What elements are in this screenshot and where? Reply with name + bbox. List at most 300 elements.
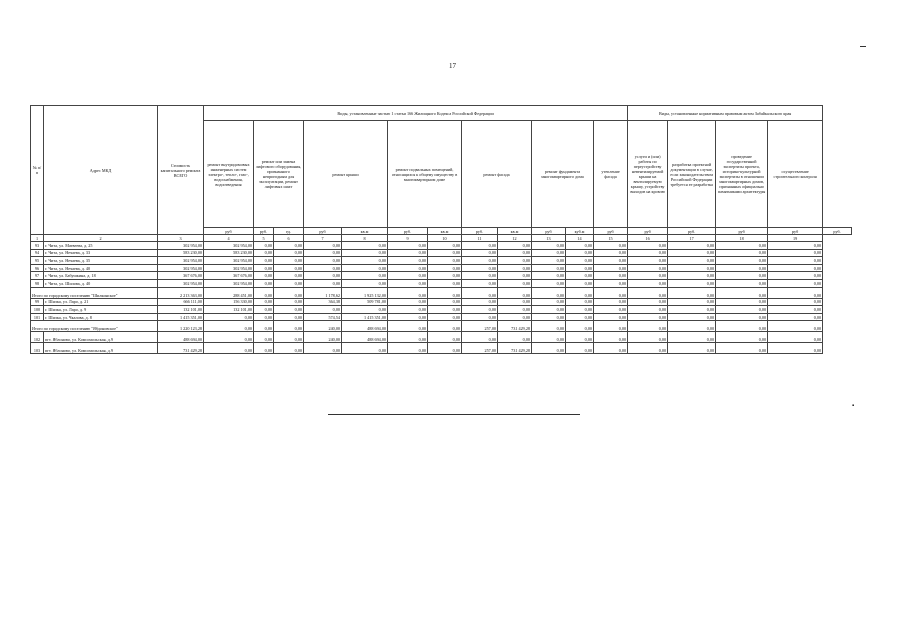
value-cell: 0,00 [498, 332, 532, 343]
value-cell: 0,00 [628, 264, 668, 272]
value-cell: 0,00 [304, 306, 342, 314]
column-number-cell: 19 [768, 235, 823, 242]
value-cell: 0,00 [768, 298, 823, 306]
value-cell: 0,00 [254, 343, 274, 354]
subtotal-row [31, 287, 852, 298]
value-cell: 0,00 [428, 298, 462, 306]
value-cell: 0,00 [628, 321, 668, 332]
row-number: 102 [31, 332, 44, 343]
w-control-header: осуществление строительного контроля [768, 121, 823, 228]
value-cell: 0,00 [342, 264, 388, 272]
w-basement-header: ремонт подвальных помещений, относящихся к общему имуществу в многоквартирном доме [388, 121, 462, 228]
value-cell: 0,00 [204, 332, 254, 343]
value-cell: 0,00 [498, 298, 532, 306]
value-cell: 0,00 [768, 306, 823, 314]
value-cell: 731 429,28 [498, 343, 532, 354]
value-cell: 0,00 [668, 298, 716, 306]
value-cell: 0,00 [716, 298, 768, 306]
value-cell: 0,00 [388, 306, 428, 314]
value-cell: 0,00 [532, 242, 566, 250]
value-cell: 0,00 [532, 313, 566, 321]
row-address: пгт. Яблоново, ул. Комсомольская, д.9 [44, 332, 158, 343]
value-cell: 0,00 [204, 321, 254, 332]
row-address: г. Чита, ул. Шилова, д. 40 [44, 279, 158, 287]
w-elevator-header: ремонт или замена лифтового оборудования, признанного непригодным для эксплуатации, ремонт лифтовых шахт [254, 121, 304, 228]
unit-cell: руб [304, 228, 342, 235]
col-num-header: № п/п [31, 106, 44, 235]
value-cell: 0,00 [462, 242, 498, 250]
value-cell: 0,00 [498, 257, 532, 265]
value-cell: 583 230,00 [204, 249, 254, 257]
value-cell: 0,00 [304, 272, 342, 280]
value-cell: 583 230,00 [158, 249, 204, 257]
unit-cell: руб [594, 228, 628, 235]
group-federal-header: Виды, установленные частью 1 статьи 166 Жилищного Кодекса Российской Федерации [204, 106, 628, 121]
value-cell: 0,00 [388, 298, 428, 306]
value-cell: 0,00 [498, 272, 532, 280]
bottom-separator-line [328, 414, 580, 415]
value-cell: 0,00 [342, 343, 388, 354]
value-cell: 0,00 [566, 343, 594, 354]
table-body [31, 242, 852, 354]
row-number: 97 [31, 272, 44, 280]
unit-cell: ед. [274, 228, 304, 235]
table-row [31, 242, 852, 250]
value-cell: 0,00 [532, 321, 566, 332]
value-cell: 0,00 [462, 264, 498, 272]
value-cell: 0,00 [628, 343, 668, 354]
table-row [31, 306, 852, 314]
value-cell: 0,00 [668, 264, 716, 272]
value-cell: 0,00 [532, 279, 566, 287]
value-cell: 0,00 [668, 242, 716, 250]
row-number: 95 [31, 257, 44, 265]
value-cell: 0,00 [716, 257, 768, 265]
column-number-cell: 5 [254, 235, 274, 242]
column-number-cell: 7 [304, 235, 342, 242]
value-cell: 0,00 [274, 332, 304, 343]
value-cell: 0,00 [274, 249, 304, 257]
value-cell: 0,00 [274, 264, 304, 272]
unit-cell: руб. [388, 228, 428, 235]
row-number: 101 [31, 313, 44, 321]
w-facade-header: ремонт фасада [462, 121, 532, 228]
value-cell: 0,00 [388, 287, 428, 298]
value-cell: 0,00 [254, 313, 274, 321]
page-number: 17 [449, 62, 456, 70]
column-number-cell: 16 [628, 235, 668, 242]
row-address: г. Шилка, ул. Ларо, д. 21 [44, 298, 158, 306]
value-cell: 0,00 [462, 332, 498, 343]
row-number: 96 [31, 264, 44, 272]
value-cell: 0,00 [594, 264, 628, 272]
row-number: 93 [31, 242, 44, 250]
value-cell: 0,00 [716, 332, 768, 343]
column-number-cell: 17 [668, 235, 716, 242]
value-cell: 0,00 [716, 287, 768, 298]
w-design-header: разработка проектной документации в случае, если законодательством Российской Федерации требуется ее разработка [668, 121, 716, 228]
value-cell: 0,00 [388, 343, 428, 354]
value-cell: 0,00 [462, 298, 498, 306]
value-cell: 156 330,00 [204, 298, 254, 306]
value-cell: 257,00 [462, 343, 498, 354]
value-cell: 240,00 [304, 321, 342, 332]
value-cell: 0,00 [388, 332, 428, 343]
value-cell: 0,00 [532, 249, 566, 257]
row-address: г. Шилка, ул. Чкалова, д. 8 [44, 313, 158, 321]
w-meters-header: услуги и (или) работы по переустройству невентилируемой крыши на вентилируемую крышу, устройству выходов на кровлю [628, 121, 668, 228]
top-right-dash [860, 46, 866, 47]
column-number-cell: 10 [428, 235, 462, 242]
value-cell: 0,00 [628, 242, 668, 250]
unit-cell: руб. [254, 228, 274, 235]
group-regional-header: Виды, установленные нормативным правовым актом Забайкальского края [628, 106, 823, 121]
value-cell: 0,00 [594, 272, 628, 280]
value-cell: 0,00 [628, 272, 668, 280]
column-number-cell: 11 [462, 235, 498, 242]
value-cell: 0,00 [594, 257, 628, 265]
column-number-cell: 13 [532, 235, 566, 242]
value-cell: 0,00 [628, 257, 668, 265]
value-cell: 0,00 [532, 306, 566, 314]
subtotal-row [31, 321, 852, 332]
unit-cell: кв.м [342, 228, 388, 235]
row-number: 99 [31, 298, 44, 306]
value-cell: 0,00 [628, 287, 668, 298]
value-cell: 364,38 [304, 298, 342, 306]
value-cell: 0,00 [716, 313, 768, 321]
column-number-cell: 8 [342, 235, 388, 242]
value-cell: 0,00 [462, 287, 498, 298]
value-cell: 0,00 [254, 264, 274, 272]
value-cell: 0,00 [342, 242, 388, 250]
value-cell: 0,00 [274, 298, 304, 306]
value-cell: 0,00 [462, 279, 498, 287]
value-cell: 0,00 [428, 249, 462, 257]
value-cell: 0,00 [428, 272, 462, 280]
value-cell: 1 415 351,00 [158, 313, 204, 321]
value-cell: 0,00 [388, 242, 428, 250]
value-cell: 0,00 [428, 343, 462, 354]
value-cell: 0,00 [594, 321, 628, 332]
value-cell: 0,00 [304, 257, 342, 265]
value-cell: 0,00 [668, 279, 716, 287]
value-cell: 0,00 [566, 279, 594, 287]
value-cell: 0,00 [716, 249, 768, 257]
value-cell: 0,00 [668, 257, 716, 265]
value-cell: 0,00 [388, 279, 428, 287]
value-cell: 0,00 [498, 306, 532, 314]
value-cell: 0,00 [628, 249, 668, 257]
value-cell: 0,00 [304, 343, 342, 354]
value-cell: 0,00 [594, 332, 628, 343]
value-cell: 0,00 [668, 306, 716, 314]
table-row [31, 272, 852, 280]
column-number-cell: 12 [498, 235, 532, 242]
row-number: 100 [31, 306, 44, 314]
value-cell: 0,00 [566, 332, 594, 343]
unit-cell: куб.м [566, 228, 594, 235]
value-cell: 302 954,00 [158, 279, 204, 287]
repair-table [30, 105, 852, 354]
value-cell: 0,00 [566, 264, 594, 272]
value-cell: 0,00 [428, 321, 462, 332]
value-cell: 240,00 [304, 332, 342, 343]
col-cost-header: Стоимость капитального ремонта ВСЕГО [158, 106, 204, 235]
value-cell: 0,00 [342, 306, 388, 314]
value-cell: 0,00 [274, 306, 304, 314]
value-cell: 0,00 [342, 257, 388, 265]
value-cell: 0,00 [594, 249, 628, 257]
value-cell: 0,00 [566, 272, 594, 280]
value-cell: 0,00 [304, 242, 342, 250]
value-cell: 0,00 [768, 242, 823, 250]
value-cell: 0,00 [566, 321, 594, 332]
value-cell: 132 101,00 [158, 306, 204, 314]
row-address: пгт. Яблоново, ул. Комсомольская, д.9 [44, 343, 158, 354]
value-cell: 0,00 [716, 272, 768, 280]
value-cell: 0,00 [254, 332, 274, 343]
value-cell: 0,00 [342, 279, 388, 287]
value-cell: 302 954,00 [204, 242, 254, 250]
value-cell: 0,00 [388, 264, 428, 272]
table-row [31, 298, 852, 306]
value-cell: 0,00 [274, 257, 304, 265]
value-cell: 0,00 [428, 287, 462, 298]
value-cell: 0,00 [566, 306, 594, 314]
unit-cell: руб. [462, 228, 498, 235]
value-cell: 0,00 [768, 249, 823, 257]
value-cell: 132 101,00 [204, 306, 254, 314]
unit-cell: руб [716, 228, 768, 235]
column-number-cell: 18 [716, 235, 768, 242]
value-cell: 0,00 [498, 249, 532, 257]
value-cell: 0,00 [768, 321, 823, 332]
value-cell: 0,00 [566, 287, 594, 298]
value-cell: 367 676,00 [204, 272, 254, 280]
column-number-cell: 15 [594, 235, 628, 242]
value-cell: 0,00 [768, 313, 823, 321]
value-cell: 0,00 [388, 272, 428, 280]
value-cell: 0,00 [768, 272, 823, 280]
value-cell: 0,00 [768, 279, 823, 287]
value-cell: 0,00 [462, 313, 498, 321]
value-cell: 0,00 [254, 242, 274, 250]
value-cell: 0,00 [254, 287, 274, 298]
value-cell: 0,00 [274, 343, 304, 354]
table-row [31, 264, 852, 272]
value-cell: 0,00 [628, 279, 668, 287]
value-cell: 0,00 [532, 272, 566, 280]
value-cell: 0,00 [462, 272, 498, 280]
row-number: 103 [31, 343, 44, 354]
value-cell: 0,00 [628, 332, 668, 343]
value-cell: 0,00 [566, 257, 594, 265]
value-cell: 0,00 [274, 279, 304, 287]
value-cell: 0,00 [716, 279, 768, 287]
value-cell: 1 178,62 [304, 287, 342, 298]
value-cell: 0,00 [254, 306, 274, 314]
w-foundation-header: ремонт фундамента многоквартирного дома [532, 121, 594, 228]
value-cell: 302 954,00 [158, 264, 204, 272]
w-insulation-header: утепление фасада [594, 121, 628, 228]
value-cell: 0,00 [274, 287, 304, 298]
value-cell: 0,00 [462, 257, 498, 265]
column-number-cell: 2 [44, 235, 158, 242]
column-number-cell: 14 [566, 235, 594, 242]
subtotal-label: Итого по городскому поселению "Ябдоновское" [31, 321, 158, 332]
unit-cell: руб. [668, 228, 716, 235]
value-cell: 0,00 [716, 306, 768, 314]
value-cell: 302 954,00 [158, 257, 204, 265]
value-cell: 0,00 [388, 313, 428, 321]
value-cell: 0,00 [668, 332, 716, 343]
value-cell: 288 451,00 [204, 287, 254, 298]
value-cell: 0,00 [428, 332, 462, 343]
value-cell: 0,00 [628, 313, 668, 321]
w-engineering-header: ремонт внутридомовых инженерных систем электро-, тепло-, газо-, водоснабжения, водоотведения [204, 121, 254, 228]
value-cell: 0,00 [388, 249, 428, 257]
value-cell: 302 954,00 [204, 279, 254, 287]
value-cell: 302 954,00 [204, 257, 254, 265]
value-cell: 0,00 [628, 306, 668, 314]
value-cell: 0,00 [566, 242, 594, 250]
value-cell: 0,00 [768, 343, 823, 354]
value-cell: 0,00 [668, 343, 716, 354]
column-number-cell: 4 [204, 235, 254, 242]
value-cell: 731 429,28 [498, 321, 532, 332]
unit-cell: руб [628, 228, 668, 235]
value-cell: 488 694,00 [342, 332, 388, 343]
value-cell: 0,00 [594, 279, 628, 287]
value-cell: 0,00 [498, 279, 532, 287]
value-cell: 0,00 [532, 332, 566, 343]
value-cell: 0,00 [388, 321, 428, 332]
value-cell: 0,00 [304, 264, 342, 272]
value-cell: 0,00 [204, 313, 254, 321]
value-cell: 0,00 [594, 313, 628, 321]
row-number: 98 [31, 279, 44, 287]
w-expertise-header: проведение государственной экспертизы проекта, историко-культурной экспертизы в отношении многоквартирных домов, признанных официально памятниками архитектуры [716, 121, 768, 228]
unit-cell: руб [768, 228, 823, 235]
unit-cell: руб [204, 228, 254, 235]
subtotal-label: Итого по городскому поселению "Шилкинское" [31, 287, 158, 298]
value-cell: 0,00 [274, 313, 304, 321]
value-cell: 0,00 [768, 264, 823, 272]
value-cell: 0,00 [532, 287, 566, 298]
value-cell: 0,00 [498, 287, 532, 298]
value-cell: 0,00 [532, 257, 566, 265]
column-number-cell: 3 [158, 235, 204, 242]
unit-cell: кв.м [428, 228, 462, 235]
value-cell: 0,00 [566, 313, 594, 321]
value-cell: 2 213 363,00 [158, 287, 204, 298]
unit-cell: руб. [823, 228, 852, 235]
value-cell: 0,00 [668, 287, 716, 298]
value-cell: 0,00 [594, 306, 628, 314]
unit-cell: руб [532, 228, 566, 235]
table-row [31, 257, 852, 265]
w-roof-header: ремонт крыши [304, 121, 388, 228]
value-cell: 731 429,28 [158, 343, 204, 354]
value-cell: 0,00 [254, 321, 274, 332]
value-cell: 1 220 123,28 [158, 321, 204, 332]
value-cell: 0,00 [428, 313, 462, 321]
value-cell: 0,00 [532, 298, 566, 306]
value-cell: 0,00 [388, 257, 428, 265]
value-cell: 0,00 [768, 257, 823, 265]
value-cell: 0,00 [628, 298, 668, 306]
repair-table-container [30, 105, 852, 354]
value-cell: 0,00 [428, 242, 462, 250]
table-row [31, 332, 852, 343]
value-cell: 0,00 [428, 306, 462, 314]
column-number-cell: 6 [274, 235, 304, 242]
value-cell: 0,00 [716, 264, 768, 272]
table-row [31, 313, 852, 321]
value-cell: 0,00 [462, 306, 498, 314]
value-cell: 1 415 351,00 [342, 313, 388, 321]
value-cell: 0,00 [274, 321, 304, 332]
table-row [31, 249, 852, 257]
value-cell: 0,00 [254, 272, 274, 280]
value-cell: 0,00 [668, 249, 716, 257]
value-cell: 0,00 [304, 249, 342, 257]
value-cell: 574,54 [304, 313, 342, 321]
value-cell: 0,00 [566, 298, 594, 306]
value-cell: 0,00 [254, 279, 274, 287]
value-cell: 0,00 [254, 298, 274, 306]
value-cell: 0,00 [768, 287, 823, 298]
value-cell: 666 111,00 [158, 298, 204, 306]
value-cell: 1 925 132,00 [342, 287, 388, 298]
value-cell: 0,00 [768, 332, 823, 343]
value-cell: 0,00 [594, 242, 628, 250]
value-cell: 302 954,00 [158, 242, 204, 250]
value-cell: 0,00 [254, 257, 274, 265]
value-cell: 0,00 [716, 343, 768, 354]
value-cell: 367 676,00 [158, 272, 204, 280]
value-cell: 0,00 [428, 257, 462, 265]
value-cell: 0,00 [428, 279, 462, 287]
row-address: г. Чита, ул. Нечаева, д. 33 [44, 249, 158, 257]
value-cell: 0,00 [716, 321, 768, 332]
value-cell: 0,00 [532, 343, 566, 354]
column-number-cell: 1 [31, 235, 44, 242]
value-cell: 0,00 [304, 279, 342, 287]
value-cell: 0,00 [204, 343, 254, 354]
column-number-cell: 9 [388, 235, 428, 242]
corner-mark: ▪ [852, 403, 855, 409]
value-cell: 488 694,00 [158, 332, 204, 343]
value-cell: 509 781,00 [342, 298, 388, 306]
value-cell: 0,00 [566, 249, 594, 257]
value-cell: 0,00 [254, 249, 274, 257]
value-cell: 0,00 [498, 264, 532, 272]
table-row [31, 279, 852, 287]
column-numbers-row [31, 235, 852, 242]
row-address: г. Чита, ул. Матвеева, д. 25 [44, 242, 158, 250]
col-address-header: Адрес МКД [44, 106, 158, 235]
value-cell: 0,00 [716, 242, 768, 250]
row-address: г. Чита, ул. Нечаева, д. 40 [44, 264, 158, 272]
value-cell: 0,00 [498, 242, 532, 250]
value-cell: 0,00 [594, 287, 628, 298]
value-cell: 257,00 [462, 321, 498, 332]
value-cell: 0,00 [668, 321, 716, 332]
value-cell: 0,00 [428, 264, 462, 272]
value-cell: 0,00 [668, 272, 716, 280]
